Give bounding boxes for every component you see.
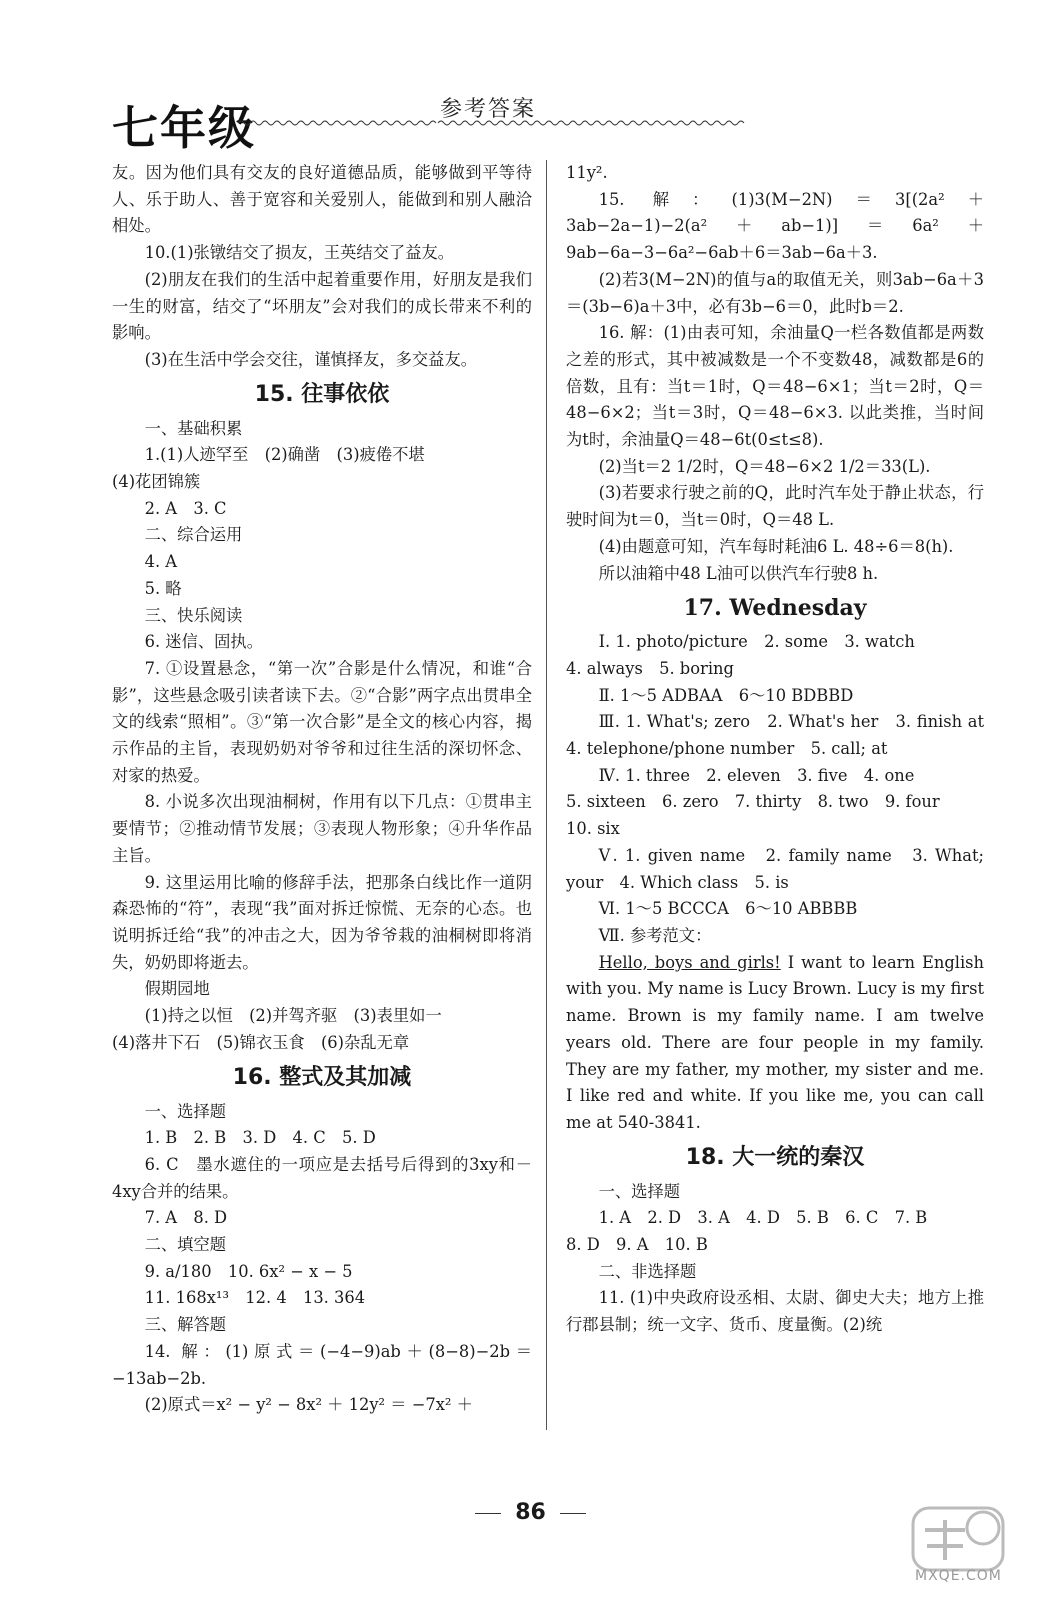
answer-line: (4)由题意可知，汽车每时耗油6 L. 48÷6＝8(h). <box>598 536 954 556</box>
grade-title: 七年级 <box>112 101 256 155</box>
answer-line: Ⅱ. 1～5 ADBAA 6～10 BDBBD <box>598 685 854 705</box>
answer-line: 1.(1)人迹罕至 (2)确凿 (3)疲倦不堪 <box>144 445 425 465</box>
answer-line: (3)若要求行驶之前的Q，此时汽车处于静止状态，行驶时间为t＝0，当t＝0时，Q＝48 L. <box>566 483 984 530</box>
answer-line: 1. B 2. B 3. D 4. C 5. D <box>144 1128 376 1148</box>
answer-line: 二、综合运用 <box>144 525 243 545</box>
section-title: 参考答案 <box>440 97 537 122</box>
answer-line: 15. 解：(1)3(M−2N)＝3[(2a²＋3ab−2a−1)−2(a²＋ab−1)]＝6a²＋9ab−6a−3−6a²−6ab＋6＝3ab−6a＋3. <box>566 189 984 263</box>
answer-line: 4. always 5. boring <box>566 658 734 678</box>
answer-line: (2)原式＝x² − y² − 8x² ＋ 12y² ＝ −7x² ＋ <box>144 1395 473 1415</box>
essay-greeting: Hello, boys and girls! <box>598 952 781 972</box>
page-header <box>0 0 1061 155</box>
answer-line: 2. A 3. C <box>144 498 227 518</box>
watermark-text: MXQE.COM <box>915 1568 1002 1584</box>
answer-line: 三、快乐阅读 <box>144 605 243 625</box>
answer-line: 11. 168x¹³ 12. 4 13. 364 <box>144 1288 366 1308</box>
answer-line: 三、解答题 <box>144 1315 227 1335</box>
left-column <box>112 160 532 1419</box>
answer-line: 9. 这里运用比喻的修辞手法，把那条白线比作一道阴森恐怖的“符”，表现“我”面对拆迁惊慌、无奈的心态。也说明拆迁给“我”的冲击之大，因为爷爷栽的油桐树即将消失，奶奶即将逝去。 <box>112 872 532 972</box>
answer-line: 一、选择题 <box>144 1101 227 1121</box>
answer-line: Ⅶ. 参考范文： <box>598 925 712 945</box>
answer-line: 二、填空题 <box>144 1235 227 1255</box>
page-dash-right <box>560 1513 586 1514</box>
answer-line: (4)落井下石 (5)锦衣玉食 (6)杂乱无章 <box>112 1032 410 1052</box>
answer-line: Ⅵ. 1～5 BCCCA 6～10 ABBBB <box>598 899 858 919</box>
answer-line: 1. A 2. D 3. A 4. D 5. B 6. C 7. B <box>598 1208 928 1228</box>
answer-line: 10. six <box>566 819 620 839</box>
answer-line: 所以油箱中48 L油可以供汽车行驶8 h. <box>598 563 879 583</box>
column-divider <box>546 160 547 1430</box>
answer-line: 14. 解：(1)原式＝(−4−9)ab＋(8−8)−2b＝−13ab−2b. <box>112 1341 532 1388</box>
answer-line: (2)当t＝2 1/2时，Q＝48−6×2 1/2＝33(L). <box>598 456 931 476</box>
right-column <box>566 160 1001 1339</box>
answer-line: (2)朋友在我们的生活中起着重要作用，好朋友是我们一生的财富，结交了“坏朋友”会对我们的成长带来不利的影响。 <box>112 269 532 343</box>
page-number-text: 86 <box>515 1500 546 1525</box>
answer-line: 10.(1)张镦结交了损友，王英结交了益友。 <box>144 243 455 263</box>
answer-line: Ⅲ. 1. What's; zero 2. What's her 3. finish at 4. telephone/phone number 5. call; at <box>566 712 1001 759</box>
answer-line: 8. D 9. A 10. B <box>566 1235 708 1255</box>
answer-line: 4. A <box>144 552 178 572</box>
section-heading: 17. Wednesday <box>683 595 867 622</box>
answer-line: (4)花团锦簇 <box>112 472 201 492</box>
answer-line: 一、基础积累 <box>144 418 243 438</box>
answer-line: 8. 小说多次出现油桐树，作用有以下几点：①贯串主要情节；②推动情节发展；③表现人物形象；④升华作品主旨。 <box>112 792 532 865</box>
header-wavy-rule <box>238 118 748 128</box>
sample-essay <box>566 950 984 1137</box>
answer-line: 5. sixteen 6. zero 7. thirty 8. two 9. four <box>566 792 940 812</box>
answer-line: 7. A 8. D <box>144 1208 228 1228</box>
answer-line: Ⅳ. 1. three 2. eleven 3. five 4. one <box>598 765 915 785</box>
answer-line: 11. (1)中央政府设丞相、太尉、御史大夫；地方上推行郡县制；统一文字、货币、度量衡。(2)统 <box>566 1288 984 1335</box>
answer-line: 假期园地 <box>144 979 210 999</box>
essay-body: I want to learn English with you. My name is Lucy Brown. Lucy is my first name. Brown is my family name. I am twelve years old. There are four people in my family. They are my father, my mother, my sister and me. I like red and white. If you like me, you can call me at 540-3841. <box>566 952 984 1132</box>
answer-line: 6. C 墨水遮住的一项应是去括号后得到的3xy和－4xy合并的结果。 <box>112 1154 532 1201</box>
answer-line: 7. ①设置悬念，“第一次”合影是什么情况，和谁“合影”，这些悬念吸引读者读下去。②“合影”两字点出贯串全文的线索“照相”。③“第一次合影”是全文的核心内容，揭示作品的主旨，表现奶奶对爷爷和过往生活的深切怀念、对家的热爱。 <box>112 658 532 785</box>
page-number <box>0 1500 1061 1525</box>
answer-line: 5. 略 <box>144 578 182 598</box>
answer-line: 6. 迷信、固执。 <box>144 632 263 652</box>
page-dash-left <box>475 1513 501 1514</box>
answer-line: 9. a/180 10. 6x² − x − 5 <box>144 1261 353 1281</box>
section-heading: 16. 整式及其加减 <box>232 1064 412 1090</box>
answer-line: Ⅴ. 1. given name 2. family name 3. What; your 4. Which class 5. is <box>566 845 984 892</box>
answer-line: (1)持之以恒 (2)并驾齐驱 (3)表里如一 <box>144 1006 442 1026</box>
answer-line: Ⅰ. 1. photo/picture 2. some 3. watch <box>598 632 915 652</box>
answer-line: (3)在生活中学会交往，谨慎择友，多交益友。 <box>144 349 478 369</box>
answer-line: 16. 解：(1)由表可知，余油量Q一栏各数值都是两数之差的形式，其中被减数是一个不变数48，减数都是6的倍数，且有：当t＝1时，Q＝48−6×1；当t＝2时，Q＝48−6×2；当t＝3时，Q＝48−6×3. 以此类推，当时间为t时，余油量Q＝48−6t(0≤t≤8). <box>566 323 984 450</box>
answer-line: 二、非选择题 <box>598 1261 697 1281</box>
answer-line: 友。因为他们具有交友的良好道德品质，能够做到平等待人、乐于助人、善于宽容和关爱别人，能做到和别人融洽相处。 <box>112 163 532 236</box>
answer-line: 一、选择题 <box>598 1181 681 1201</box>
answer-line: (2)若3(M−2N)的值与a的取值无关，则3ab−6a＋3＝(3b−6)a＋3中，必有3b−6＝0，此时b＝2. <box>566 269 984 316</box>
section-heading: 15. 往事依依 <box>254 381 390 407</box>
section-heading: 18. 大一统的秦汉 <box>685 1144 865 1170</box>
answer-line: 11y². <box>566 163 608 182</box>
